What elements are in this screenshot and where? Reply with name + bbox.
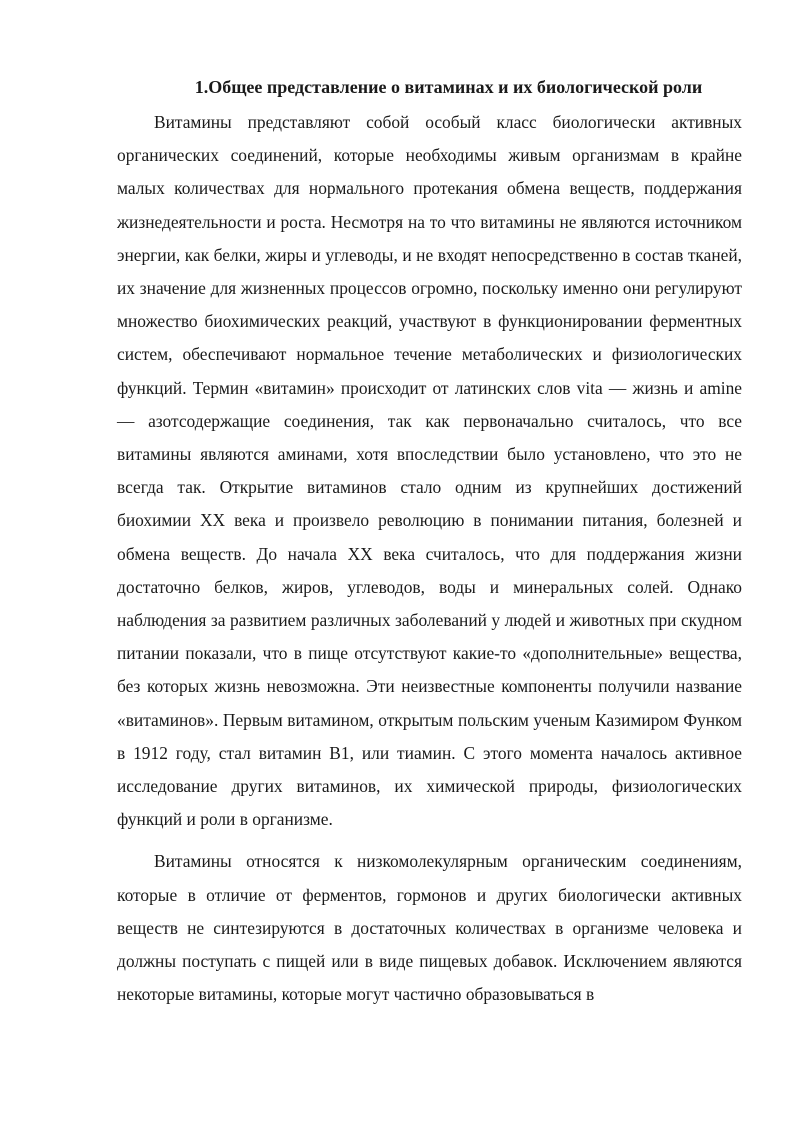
paragraph: Витамины представляют собой особый класс биологически активных органических соединений, которые необходимы живым организмам в крайне малых количествах для нормального протекания обмена веществ, поддержания жизнедеятельности и роста. Несмотря на то что витамины не являются источником энергии, как белки, жиры и углеводы, и не входят непосредственно в состав тканей, их значение для жизненных процессов огромно, поскольку именно они регулируют множество биохимических реакций, участвуют в функционировании ферментных систем, обеспечивают нормальное течение метаболических и физиологических функций. Термин «витамин» происходит от латинских слов vita — жизнь и amine — азотсодержащие соединения, так как первоначально считалось, что все витамины являются аминами, хотя впоследствии было установлено, что это не всегда так. Открытие витаминов стало одним из крупнейших достижений биохимии XX века и произвело революцию в понимании питания, болезней и обмена веществ. До начала XX века считалось, что для поддержания жизни достаточно белков, жиров, углеводов, воды и минеральных солей. Однако наблюдения за развитием различных заболеваний у людей и животных при скудном питании показали, что в пище отсутствуют какие-то «дополнительные» вещества, без которых жизнь невозможна. Эти неизвестные компоненты получили название «витаминов». Первым витамином, открытым польским ученым Казимиром Функом в 1912 году, стал витамин B1, или тиамин. С этого момента началось активное исследование других витаминов, их химической природы, физиологических функций и роли в организме.	[117, 112, 742, 830]
section-heading: 1.Общее представление о витаминах и их биологической роли	[194, 77, 703, 97]
paragraph: Витамины относятся к низкомолекулярным органическим соединениям, которые в отличие от ферментов, гормонов и других биологически активных веществ не синтезируются в достаточных количествах в организме человека и должны поступать с пищей или в виде пищевых добавок. Исключением являются некоторые витамины, которые могут частично образовываться в	[117, 851, 742, 1005]
document-page	[117, 74, 742, 1011]
